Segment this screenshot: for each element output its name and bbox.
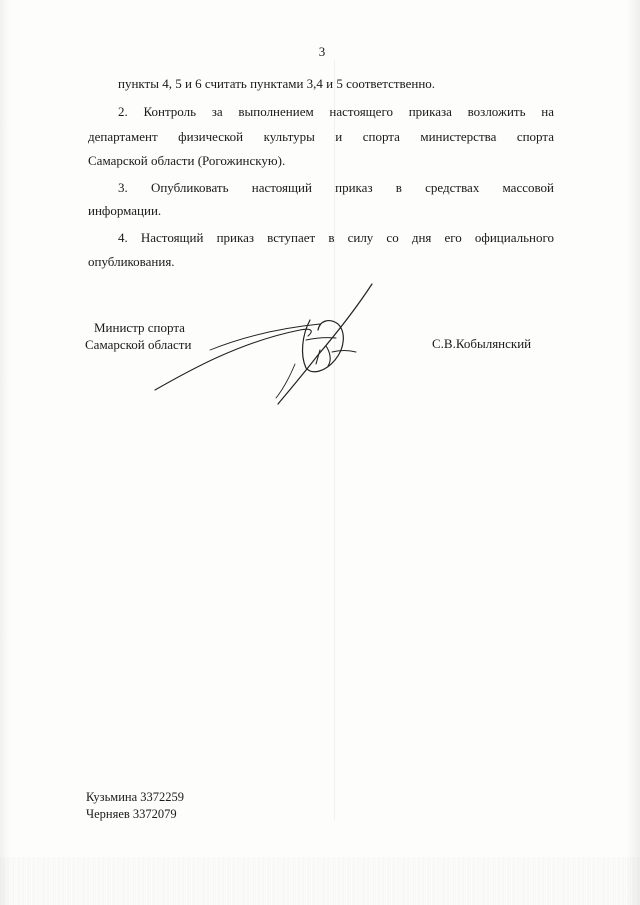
scan-edge-right	[626, 0, 640, 905]
contact-line-2: Черняев 3372079	[86, 807, 177, 821]
signatory-title-line-1: Министр спорта	[94, 320, 185, 335]
page-number: 3	[318, 44, 326, 59]
scan-edge-bottom	[0, 857, 640, 905]
item-2-line-3: Самарской области (Рогожинскую).	[88, 153, 286, 168]
signatory-title-line-2: Самарской области	[85, 337, 192, 352]
item-4-line-2: опубликования.	[88, 254, 175, 269]
body-line-continuation: пункты 4, 5 и 6 считать пунктами 3,4 и 5 соответственно.	[118, 76, 436, 91]
item-3-line-1: 3. Опубликовать настоящий приказ в средствах массовой	[118, 180, 554, 195]
item-2-line-1: 2. Контроль за выполнением настоящего приказа возложить на	[118, 104, 554, 119]
item-4-line-1: 4. Настоящий приказ вступает в силу со дня его официального	[118, 230, 554, 245]
signatory-name: С.В.Кобылянский	[432, 336, 532, 351]
item-3-line-2: информации.	[88, 203, 162, 218]
item-2-line-2: департамент физической культуры и спорта министерства спорта	[88, 129, 554, 144]
scan-edge-left	[0, 0, 10, 905]
handwritten-signature	[150, 280, 390, 410]
contact-line-1: Кузьмина 3372259	[86, 790, 184, 804]
scan-fold-line	[334, 60, 335, 820]
